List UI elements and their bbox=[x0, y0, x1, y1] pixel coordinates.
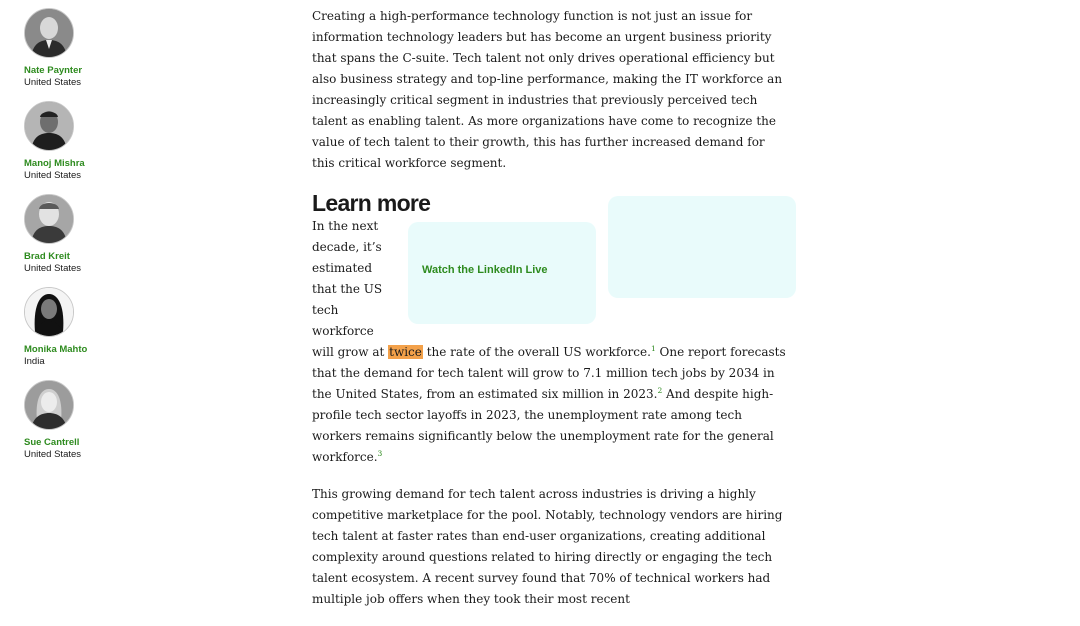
footnote-link[interactable]: 3 bbox=[377, 449, 383, 458]
author-card[interactable] bbox=[24, 194, 144, 275]
paragraph-text: In the next decade, it’s estimated that the US tech workforce will grow at bbox=[312, 219, 389, 359]
author-country: United States bbox=[24, 263, 82, 274]
author-name[interactable]: Nate Paynter bbox=[24, 65, 83, 76]
learn-more-card[interactable] bbox=[608, 196, 796, 298]
paragraph: Creating a high-performance technology function is not just an issue for information technology leaders but has become an urgent business priority that spans the C-suite. Tech talent not only drives operational efficiency but also business strategy and top-line performance, making the IT workforce an increasingly critical segment in industries that previously perceived tech talent as enabling talent. As more organizations have come to recognize the value of tech talent to their growth, this has further increased demand for this critical workforce segment. bbox=[312, 9, 783, 170]
paragraph-text: the rate of the overall US workforce. bbox=[422, 345, 651, 359]
avatar[interactable] bbox=[24, 194, 74, 244]
highlighted-word: twice bbox=[389, 345, 422, 359]
footnote-link[interactable]: 2 bbox=[657, 386, 663, 395]
avatar[interactable] bbox=[24, 8, 74, 58]
author-name[interactable]: Brad Kreit bbox=[24, 251, 70, 262]
author-card[interactable] bbox=[24, 287, 144, 368]
learn-more-card[interactable] bbox=[408, 222, 596, 324]
author-name[interactable]: Sue Cantrell bbox=[24, 437, 80, 448]
author-card[interactable] bbox=[24, 101, 144, 182]
avatar[interactable] bbox=[24, 287, 74, 337]
article-body bbox=[312, 6, 790, 626]
author-card[interactable] bbox=[24, 8, 144, 89]
learn-more-heading[interactable]: Learn more bbox=[312, 190, 431, 216]
author-country: India bbox=[24, 356, 45, 367]
paragraph-text: And despite high-profile tech sector layoffs in 2023, the unemployment rate among tech workers remains significantly below the unemployment rate for the general workforce. bbox=[312, 387, 774, 464]
footnote-link[interactable]: 1 bbox=[650, 344, 656, 353]
linkedin-live-link[interactable]: Watch the LinkedIn Live bbox=[422, 264, 548, 276]
author-country: United States bbox=[24, 170, 82, 181]
author-country: United States bbox=[24, 77, 82, 88]
paragraph: This growing demand for tech talent across industries is driving a highly competitive marketplace for the pool. Notably, technology vendors are hiring tech talent at faster rates than end-user organizations, creating additional complexity around questions related to hiring directly or engaging the tech talent ecosystem. A recent survey found that 70% of technical workers had multiple job offers when they took their most recent bbox=[312, 487, 783, 606]
paragraph-text: One report forecasts that the demand for tech talent will grow to 7.1 million tech jobs by 2034 in the United States, from an estimated six million in 2023. bbox=[312, 345, 786, 401]
author-name[interactable]: Manoj Mishra bbox=[24, 158, 85, 169]
avatar[interactable] bbox=[24, 101, 74, 151]
author-country: United States bbox=[24, 449, 82, 460]
avatar[interactable] bbox=[24, 380, 74, 430]
author-name[interactable]: Monika Mahto bbox=[24, 344, 88, 355]
author-card[interactable] bbox=[24, 380, 144, 461]
